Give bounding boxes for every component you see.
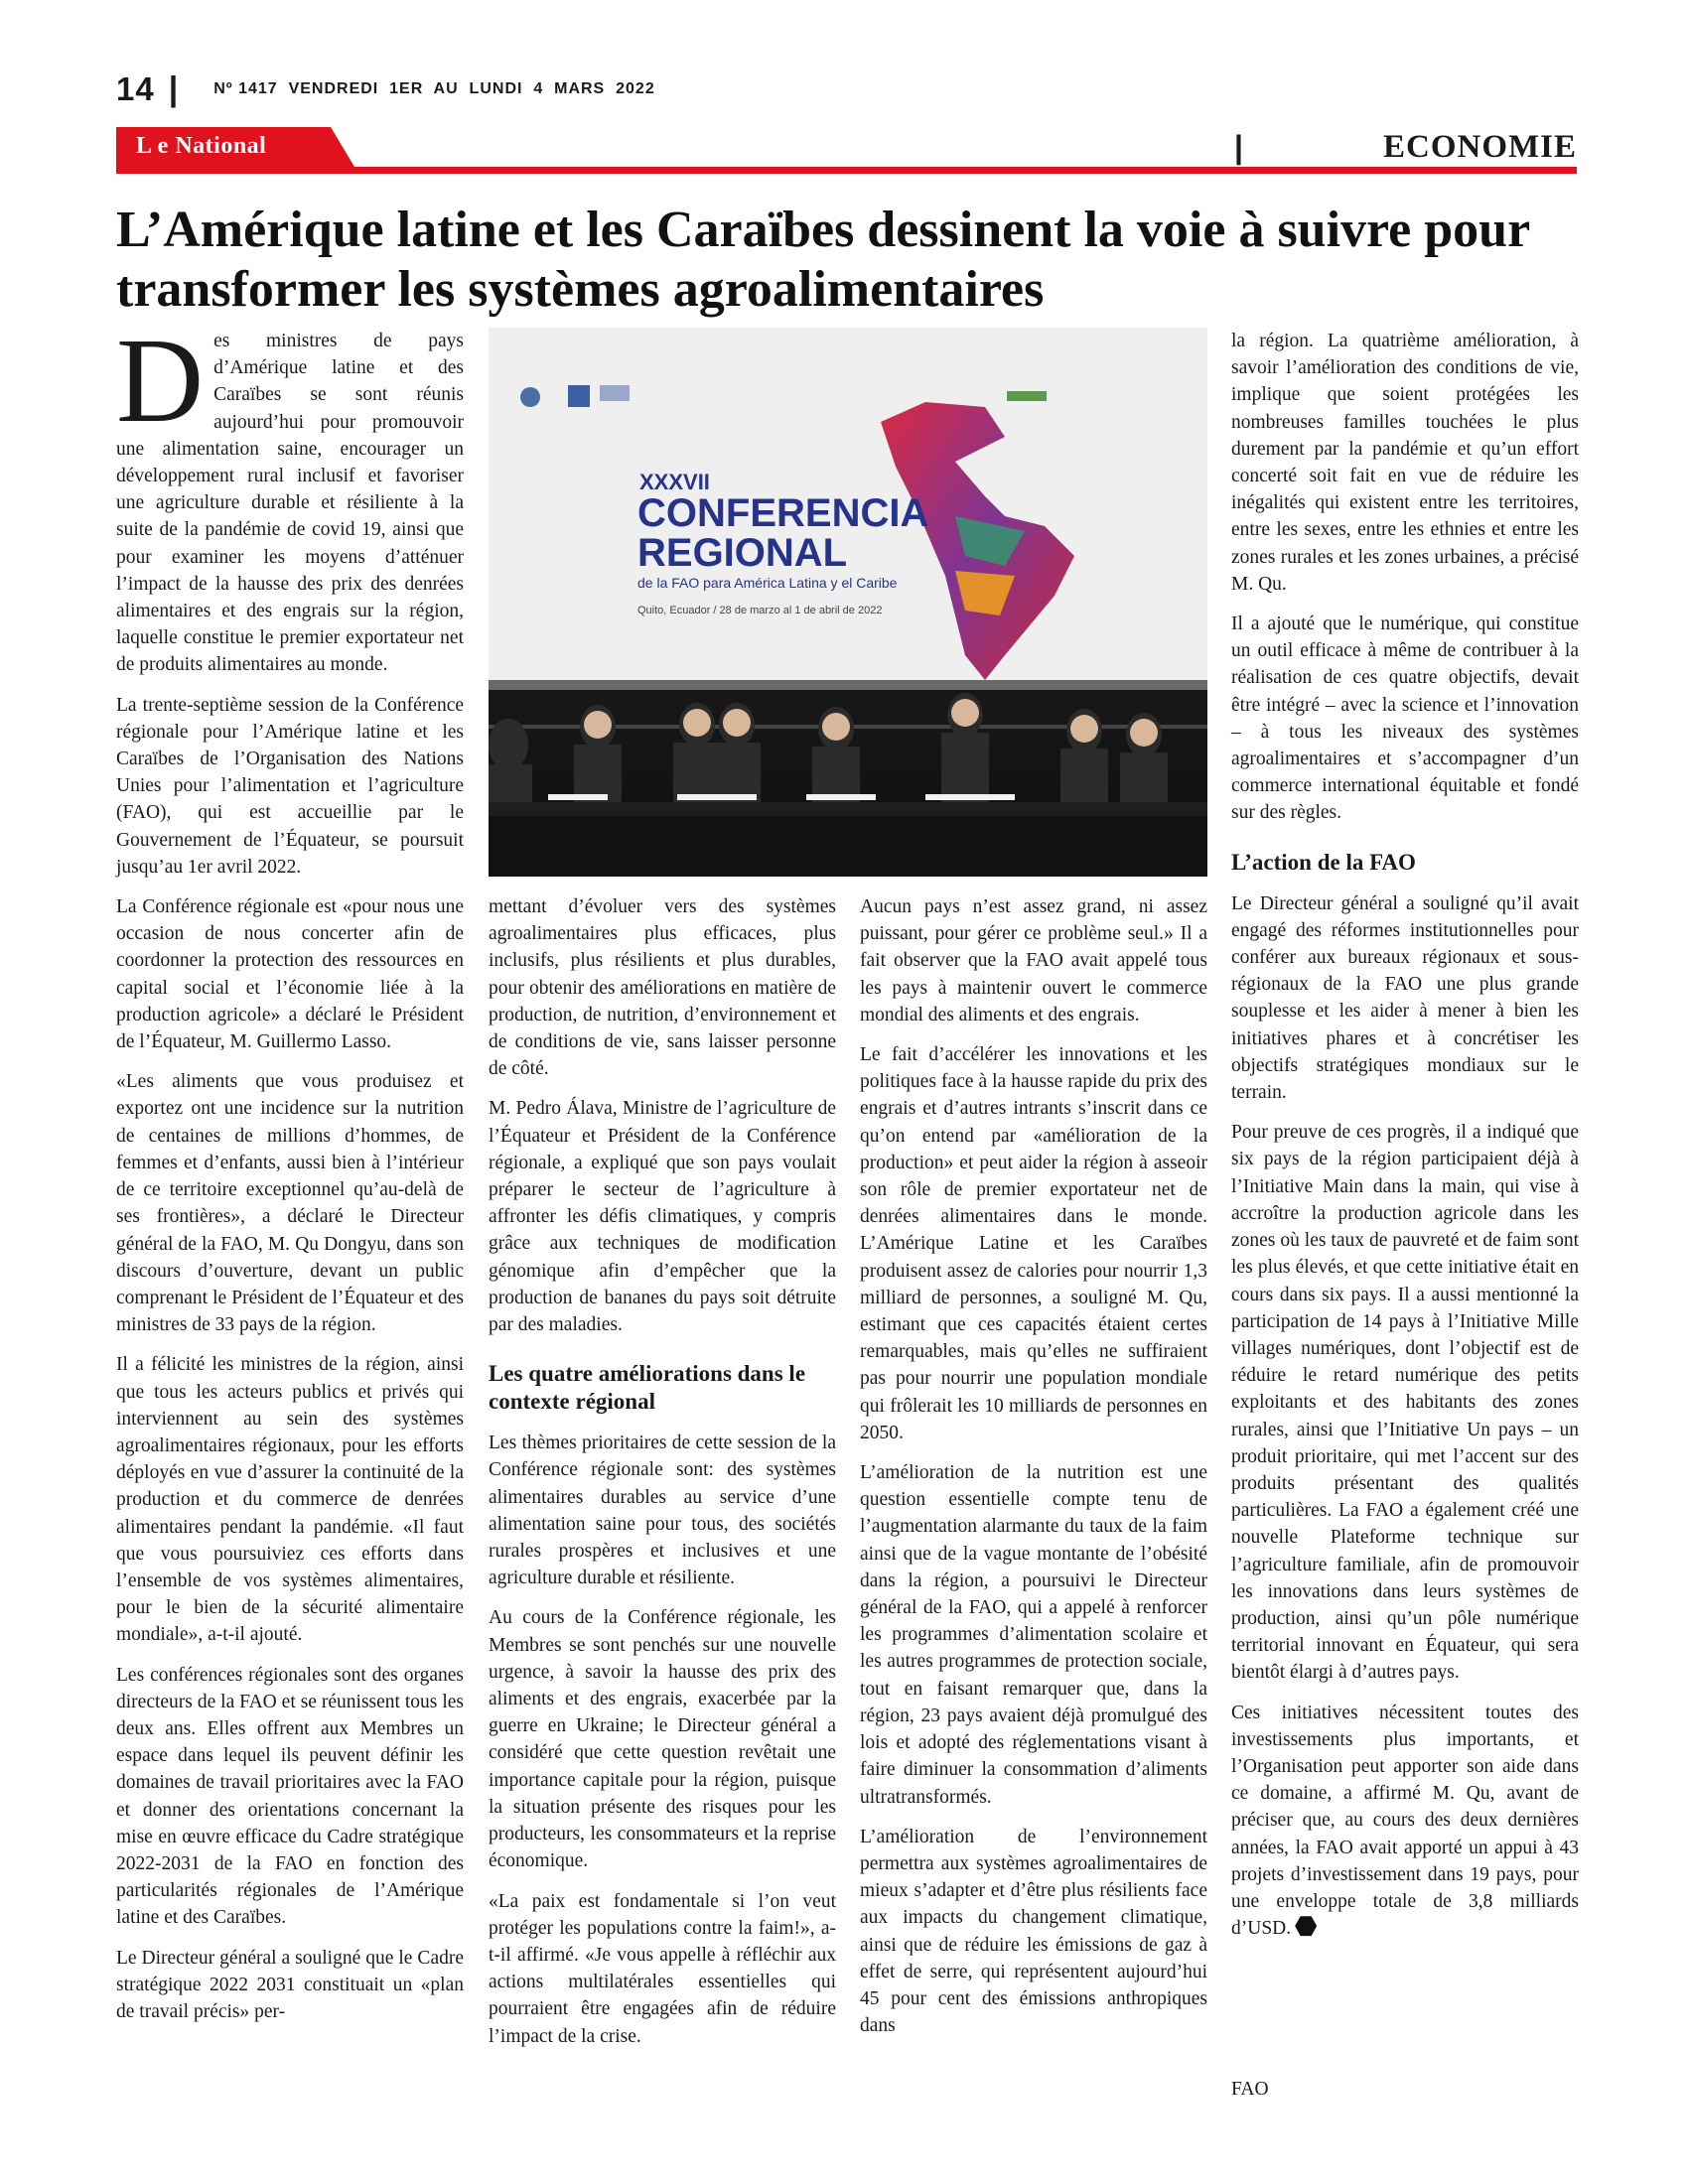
paragraph: La trente-septième session de la Conférence régionale pour l’Amérique latine et les Caraïbes de l’Organisation des Nations Unies pour l’alimentation et l’agriculture (FAO), qui est accueillie par le Gouvernement de l’Équateur, se poursuit jusqu’au 1er avril 2022. [116,694,464,878]
subheading: Les quatre améliorations dans le contexte régional [489,1361,806,1415]
paragraph: Il a ajouté que le numérique, qui constitue un outil efficace à même de contribuer à la réalisation de ces quatre objectifs, devait être intégré – avec la science et l’innovation – à tous les niveaux des systèmes agroalimentaires et s’accompagner d’un commerce international équitable et fondé sur des règles. [1231,614,1579,824]
paragraph: Les conférences régionales sont des organes directeurs de la FAO et se réunissent tous les deux ans. Elles offrent aux Membres un espace dans lequel ils peuvent définir les domaines de travail prioritaires avec la FAO et donner des orientations concernant la mise en œuvre efficace du Cadre stratégique 2022-2031 de la FAO en fonction des particularités régionales de l’Amérique latine et des Caraïbes. [116,1664,464,1929]
byline: FAO [1231,2079,1269,2100]
banner-line-4: de la FAO para América Latina y el Caribe [637,575,898,591]
paragraph: M. Pedro Álava, Ministre de l’agriculture de l’Équateur et Président de la Conférence régionale, a expliqué que son pays voulait préparer le secteur de l’agriculture à affronter les défis climatiques, y compris grâce aux techniques de modification génomique afin d’empêcher que la production de bananes du pays soit détruite par des maladies. [489,1098,836,1336]
column-1 [116,314,464,2038]
paragraph: la région. La quatrième amélioration, à savoir l’amélioration des conditions de vie, implique que soient protégées les nombreuses familles touchées le plus durement par la pandémie et qu’un effort concerté soit fait en vue de réduire les inégalités qui existent entre les territoires, entre les sexes, entre les ethnies et entre les zones rurales et les zones urbaines, a précisé M. Qu. [1231,331,1579,595]
banner-line-3: REGIONAL [637,531,848,575]
column-4 [1231,328,1579,1955]
lead-text: es ministres de pays d’Amérique latine et des Caraïbes se sont réunis aujourd’hui pour promouvoir une alimentation saine, encourager un développement rural inclusif et favoriser une agriculture durable et résiliente à la suite de la pandémie de covid 19, ainsi que pour examiner les moyens d’atténuer l’impact de la hausse des prix des denrées alimentaires et des engrais sur la région, laquelle constitue le premier exportateur net de produits alimentaires au monde. [116,331,464,676]
paragraph: «Les aliments que vous produisez et exportez ont une incidence sur la nutrition de centaines de millions d’hommes, de femmes et d’enfants, aussi bien à l’intérieur de ce territoire exceptionnel qu’au-delà de ses frontières», a déclaré le Directeur général de la FAO, M. Qu Dongyu, dans son discours d’ouverture, devant un public comprenant le Président de l’Équateur et des ministres de 33 pays de la région. [116,1071,464,1336]
paragraph: La Conférence régionale est «pour nous une occasion de nous concerter afin de coordonner la protection des ressources en capital social et l’économie liée à la production agricole» a déclaré le Président de l’Équateur, M. Guillermo Lasso. [116,896,464,1053]
masthead [116,69,655,109]
dropcap: D [116,314,205,448]
column-2 [489,893,836,2063]
brand-name: L e National [136,133,267,159]
lead-paragraph [116,314,464,679]
subheading: L’action de la FAO [1231,849,1416,875]
paragraph: «La paix est fondamentale si l’on veut protéger les populations contre la faim!», a-t-il affirmé. «Je vous appelle à réfléchir aux actions multilatérales essentielles qui pourraient être engagées afin de réduire l’impact de la crise. [489,1890,836,2047]
end-of-article-icon [1295,1915,1317,1937]
paragraph: Aucun pays n’est assez grand, ni assez puissant, pour gérer ce problème seul.» Il a fait observer que la FAO avait appelé tous les pays à maintenir ouvert le commerce mondial des aliments et des engrais. [860,896,1207,1025]
brand-bar [116,127,1577,175]
headline: L’Amérique latine et les Caraïbes dessinent la voie à suivre pour transformer les systèmes agroalimentaires [116,202,1530,318]
paragraph: Le Directeur général a souligné que le Cadre stratégique 2022 2031 constituait un «plan de travail précis» per- [116,1947,464,2022]
paragraph: Au cours de la Conférence régionale, les Membres se sont penchés sur une nouvelle urgence, à savoir la hausse des prix des aliments et des engrais, exacerbée par la guerre en Ukraine; le Directeur général a considéré que cette question revêtait une importance capitale pour la région, puisque la situation présente des risques pour les producteurs, les consommateurs et la reprise économique. [489,1607,836,1872]
page-separator: | [168,69,179,108]
conference-photo [489,328,1207,877]
section-name: ECONOMIE [1382,129,1577,165]
paragraph: Il a félicité les ministres de la région, ainsi que tous les acteurs publics et privés qui interviennent au sein des systèmes agroalimentaires régionaux, pour les efforts déployés en vue d’assurer la continuité de la production et du commerce de denrées alimentaires pendant la pandémie. «Il faut que vous poursuiviez ces efforts dans l’ensemble de vos systèmes alimentaires, pour le bien de la sécurité alimentaire mondiale», a-t-il ajouté. [116,1354,464,1646]
paragraph: L’amélioration de la nutrition est une question essentielle compte tenu de l’augmentation alarmante du taux de la faim ainsi que de la vague montante de l’obésité dans la région, a poursuivi le Directeur général de la FAO, qui a appelé à renforcer les programmes d’alimentation scolaire et les autres programmes de protection sociale, tout en faisant remarquer que, dans la région, 23 pays avaient déjà promulgué des lois et adopté des réglementations visant à faire diminuer la consommation d’aliments ultratransformés. [860,1462,1207,1808]
banner-line-1: XXXVII [639,470,710,494]
final-text: Ces initiatives nécessitent toutes des investissements plus importants, et l’Organisation peut apporter son aide dans ce domaine, a affirmé M. Qu, avant de préciser que, au cours des deux dernières années, la FAO avait apporté un appui à 43 projets d’investissement dans 19 pays, pour une enveloppe totale de 3,8 milliards d’USD. [1231,1702,1579,1940]
column-3 [860,893,1207,2052]
paragraph: mettant d’évoluer vers des systèmes agroalimentaires plus efficaces, plus inclusifs, plus résilients et plus durables, pour obtenir des améliorations en matière de production, de nutrition, d’environnement et de conditions de vie, sans laisser personne de côté. [489,896,836,1080]
page-number: 14 [116,70,155,107]
paragraph: Le Directeur général a souligné qu’il avait engagé des réformes institutionnelles pour conférer aux bureaux régionaux et sous-régionaux de la FAO une plus grande souplesse et les aider à mener à bien les initiatives phares et à concrétiser les objectifs stratégiques mondiaux sur le terrain. [1231,892,1579,1104]
section-separator: | [1234,129,1243,165]
paragraph-final [1231,1700,1579,1943]
conference-photo-illustration [489,328,1207,877]
paragraph: Les thèmes prioritaires de cette session de la Conférence régionale sont: des systèmes alimentaires durables au service d’une alimentation saine pour tous, des sociétés rurales prospères et inclusives et une agriculture durable et résiliente. [489,1433,836,1589]
paragraph: L’amélioration de l’environnement permettra aux systèmes agroalimentaires de mieux s’adapter et d’être plus résilients face aux impacts du changement climatique, ainsi que de réduire les émissions de gaz à effet de serre, qui représentent aujourd’hui 45 pour cent des émissions anthropiques dans [860,1826,1207,2037]
issue-info: Nº 1417 VENDREDI 1ER AU LUNDI 4 MARS 2022 [213,80,655,97]
paragraph: Pour preuve de ces progrès, il a indiqué que six pays de la région participaient déjà à l’Initiative Main dans la main, qui vise à accroître la production agricole dans les zones où les taux de pauvreté et de faim sont les plus élevés, et que cette initiative était en cours dans six pays. Il a aussi mentionné la participation de 14 pays à l’Initiative Mille villages numériques, dont l’objectif est de réduire le retard numérique des petits exploitants et des habitants des zones rurales, ainsi que l’Initiative Un pays – un produit prioritaire, qui met l’accent sur des produits présentant des qualités particulières. La FAO a également créé une nouvelle Plateforme technique sur l’agriculture familiale, afin de promouvoir les innovations dans leurs systèmes de production, ainsi qu’un pôle numérique territorial innovant en Équateur, qui sera bientôt élargi à d’autres pays. [1231,1122,1579,1684]
banner-line-2: CONFERENCIA [637,491,929,535]
banner-line-5: Quito, Ecuador / 28 de marzo al 1 de abril de 2022 [637,605,883,616]
paragraph: Le fait d’accélérer les innovations et les politiques face à la hausse rapide du prix des engrais et d’autres intrants s’inscrit dans ce qu’on entend par «amélioration de la production» et peut aider la région à asseoir son rôle de premier exportateur net de denrées alimentaires dans le monde. L’Amérique Latine et les Caraïbes produisent assez de calories pour nourrir 1,3 milliard de personnes, a souligné M. Qu, estimant que ces capacités étaient certes remarquables, mais qu’elles ne suffiraient pas pour nourrir une population mondiale qui frôlerait les 10 milliards de personnes en 2050. [860,1044,1207,1443]
brand-rule [116,167,1577,174]
